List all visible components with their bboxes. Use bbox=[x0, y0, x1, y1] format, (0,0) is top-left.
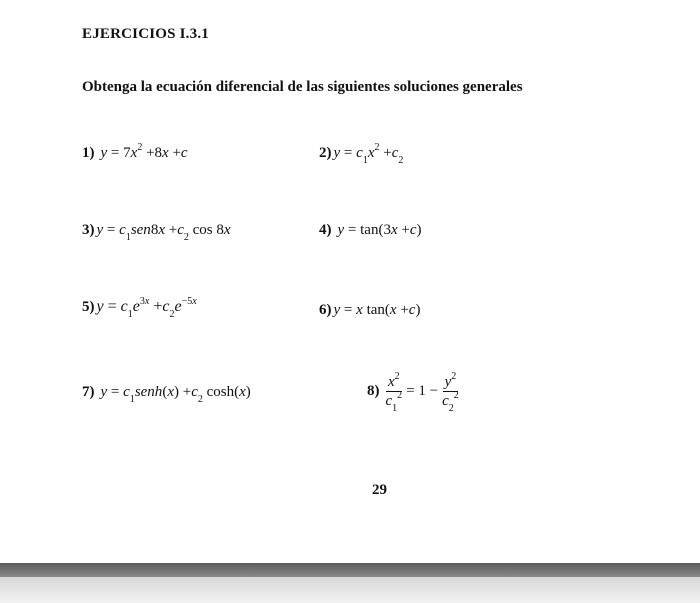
exercise-number: 6) bbox=[319, 302, 332, 318]
exercise-4 bbox=[319, 222, 422, 239]
exercise-8 bbox=[367, 371, 463, 414]
exercise-3 bbox=[82, 222, 231, 243]
equation: $\frac{x^2}{c_1^2}$ = 1 − $\frac{y^2}{c_2^2}$ bbox=[385, 371, 459, 414]
exercise-6 bbox=[319, 302, 420, 319]
page-edge-shadow bbox=[0, 563, 700, 577]
exercise-2 bbox=[319, 142, 404, 166]
exercise-7 bbox=[82, 384, 251, 405]
page-number: 29 bbox=[372, 482, 387, 498]
equation: y = tan(3x +c) bbox=[337, 222, 422, 238]
equation: $y = c_1e^{3x} +c_2e^{-5x}$ bbox=[96, 295, 197, 321]
exercise-number: 8) bbox=[367, 383, 380, 399]
exercise-number: 4) bbox=[319, 222, 332, 238]
section-title: EJERCICIOS I.3.1 bbox=[82, 26, 209, 42]
exercise-number: 7) bbox=[82, 384, 95, 400]
exercise-number: 1) bbox=[82, 145, 95, 161]
equation: $y = c_1senh(x) +c_2$ cosh(x) bbox=[100, 384, 251, 405]
exercise-5 bbox=[82, 295, 197, 321]
equation: $y = c_1sen8x +c_2$ cos 8x bbox=[96, 222, 231, 243]
equation: $y = c_1x^2 +c_2$ bbox=[333, 142, 404, 166]
exercise-number: 2) bbox=[319, 145, 332, 161]
page-edge-background bbox=[0, 577, 700, 603]
exercise-number: 5) bbox=[82, 298, 95, 315]
exercise-1 bbox=[82, 142, 188, 162]
exercise-number: 3) bbox=[82, 222, 95, 238]
equation: $y = 7x^2 +8x +c$ bbox=[100, 142, 188, 161]
instruction-text: Obtenga la ecuación diferencial de las siguientes soluciones generales bbox=[82, 79, 523, 95]
equation: y = x tan(x +c) bbox=[333, 302, 421, 318]
